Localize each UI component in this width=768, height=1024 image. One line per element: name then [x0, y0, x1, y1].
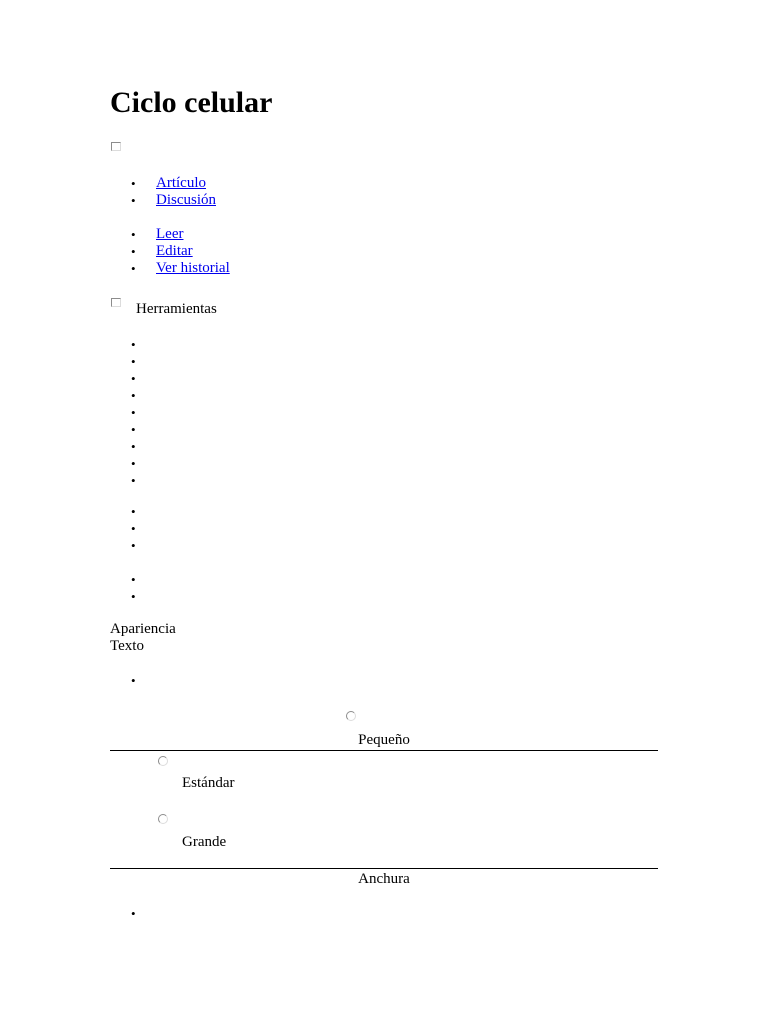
page-title: Ciclo celular	[110, 86, 273, 119]
list-item	[110, 672, 156, 689]
tools-list-secondary	[110, 503, 156, 554]
divider	[110, 868, 658, 869]
view-item-read	[110, 226, 230, 243]
list-item	[110, 503, 156, 520]
text-size-large-label: Grande	[182, 834, 227, 850]
menu-toggle-checkbox[interactable]	[111, 142, 121, 151]
tab-article[interactable]: Artículo	[156, 175, 206, 191]
list-item	[110, 588, 156, 605]
view-item-edit	[110, 243, 230, 260]
text-size-small-label: Pequeño	[358, 732, 410, 748]
list-item	[110, 537, 156, 554]
list-item	[110, 387, 156, 404]
width-heading: Anchura	[358, 871, 410, 887]
view-item-history	[110, 260, 230, 277]
list-item	[110, 455, 156, 472]
appearance-heading: Apariencia	[110, 621, 176, 637]
tools-list-primary	[110, 336, 156, 489]
tools-list-tertiary	[110, 571, 156, 605]
list-item	[110, 520, 156, 537]
text-size-large-radio[interactable]	[158, 814, 168, 824]
list-item	[110, 438, 156, 455]
list-item	[110, 421, 156, 438]
namespaces-list	[110, 175, 216, 209]
views-list	[110, 226, 230, 277]
list-item	[110, 336, 156, 353]
tools-toggle-checkbox[interactable]	[111, 298, 121, 307]
list-item	[110, 353, 156, 370]
text-size-small-radio[interactable]	[346, 711, 356, 721]
tab-discussion[interactable]: Discusión	[156, 192, 216, 208]
namespace-item-article	[110, 175, 216, 192]
list-item	[110, 404, 156, 421]
width-list	[110, 905, 156, 922]
tab-view-history[interactable]: Ver historial	[156, 260, 230, 276]
text-size-standard-radio[interactable]	[158, 756, 168, 766]
list-item	[110, 370, 156, 387]
tab-read[interactable]: Leer	[156, 226, 184, 242]
appearance-list	[110, 672, 156, 689]
tools-label: Herramientas	[136, 301, 217, 317]
list-item	[110, 571, 156, 588]
text-size-heading: Texto	[110, 638, 144, 654]
list-item	[110, 905, 156, 922]
list-item	[110, 472, 156, 489]
divider	[110, 750, 658, 751]
tab-edit[interactable]: Editar	[156, 243, 193, 259]
text-size-standard-label: Estándar	[182, 775, 235, 791]
namespace-item-discussion	[110, 192, 216, 209]
